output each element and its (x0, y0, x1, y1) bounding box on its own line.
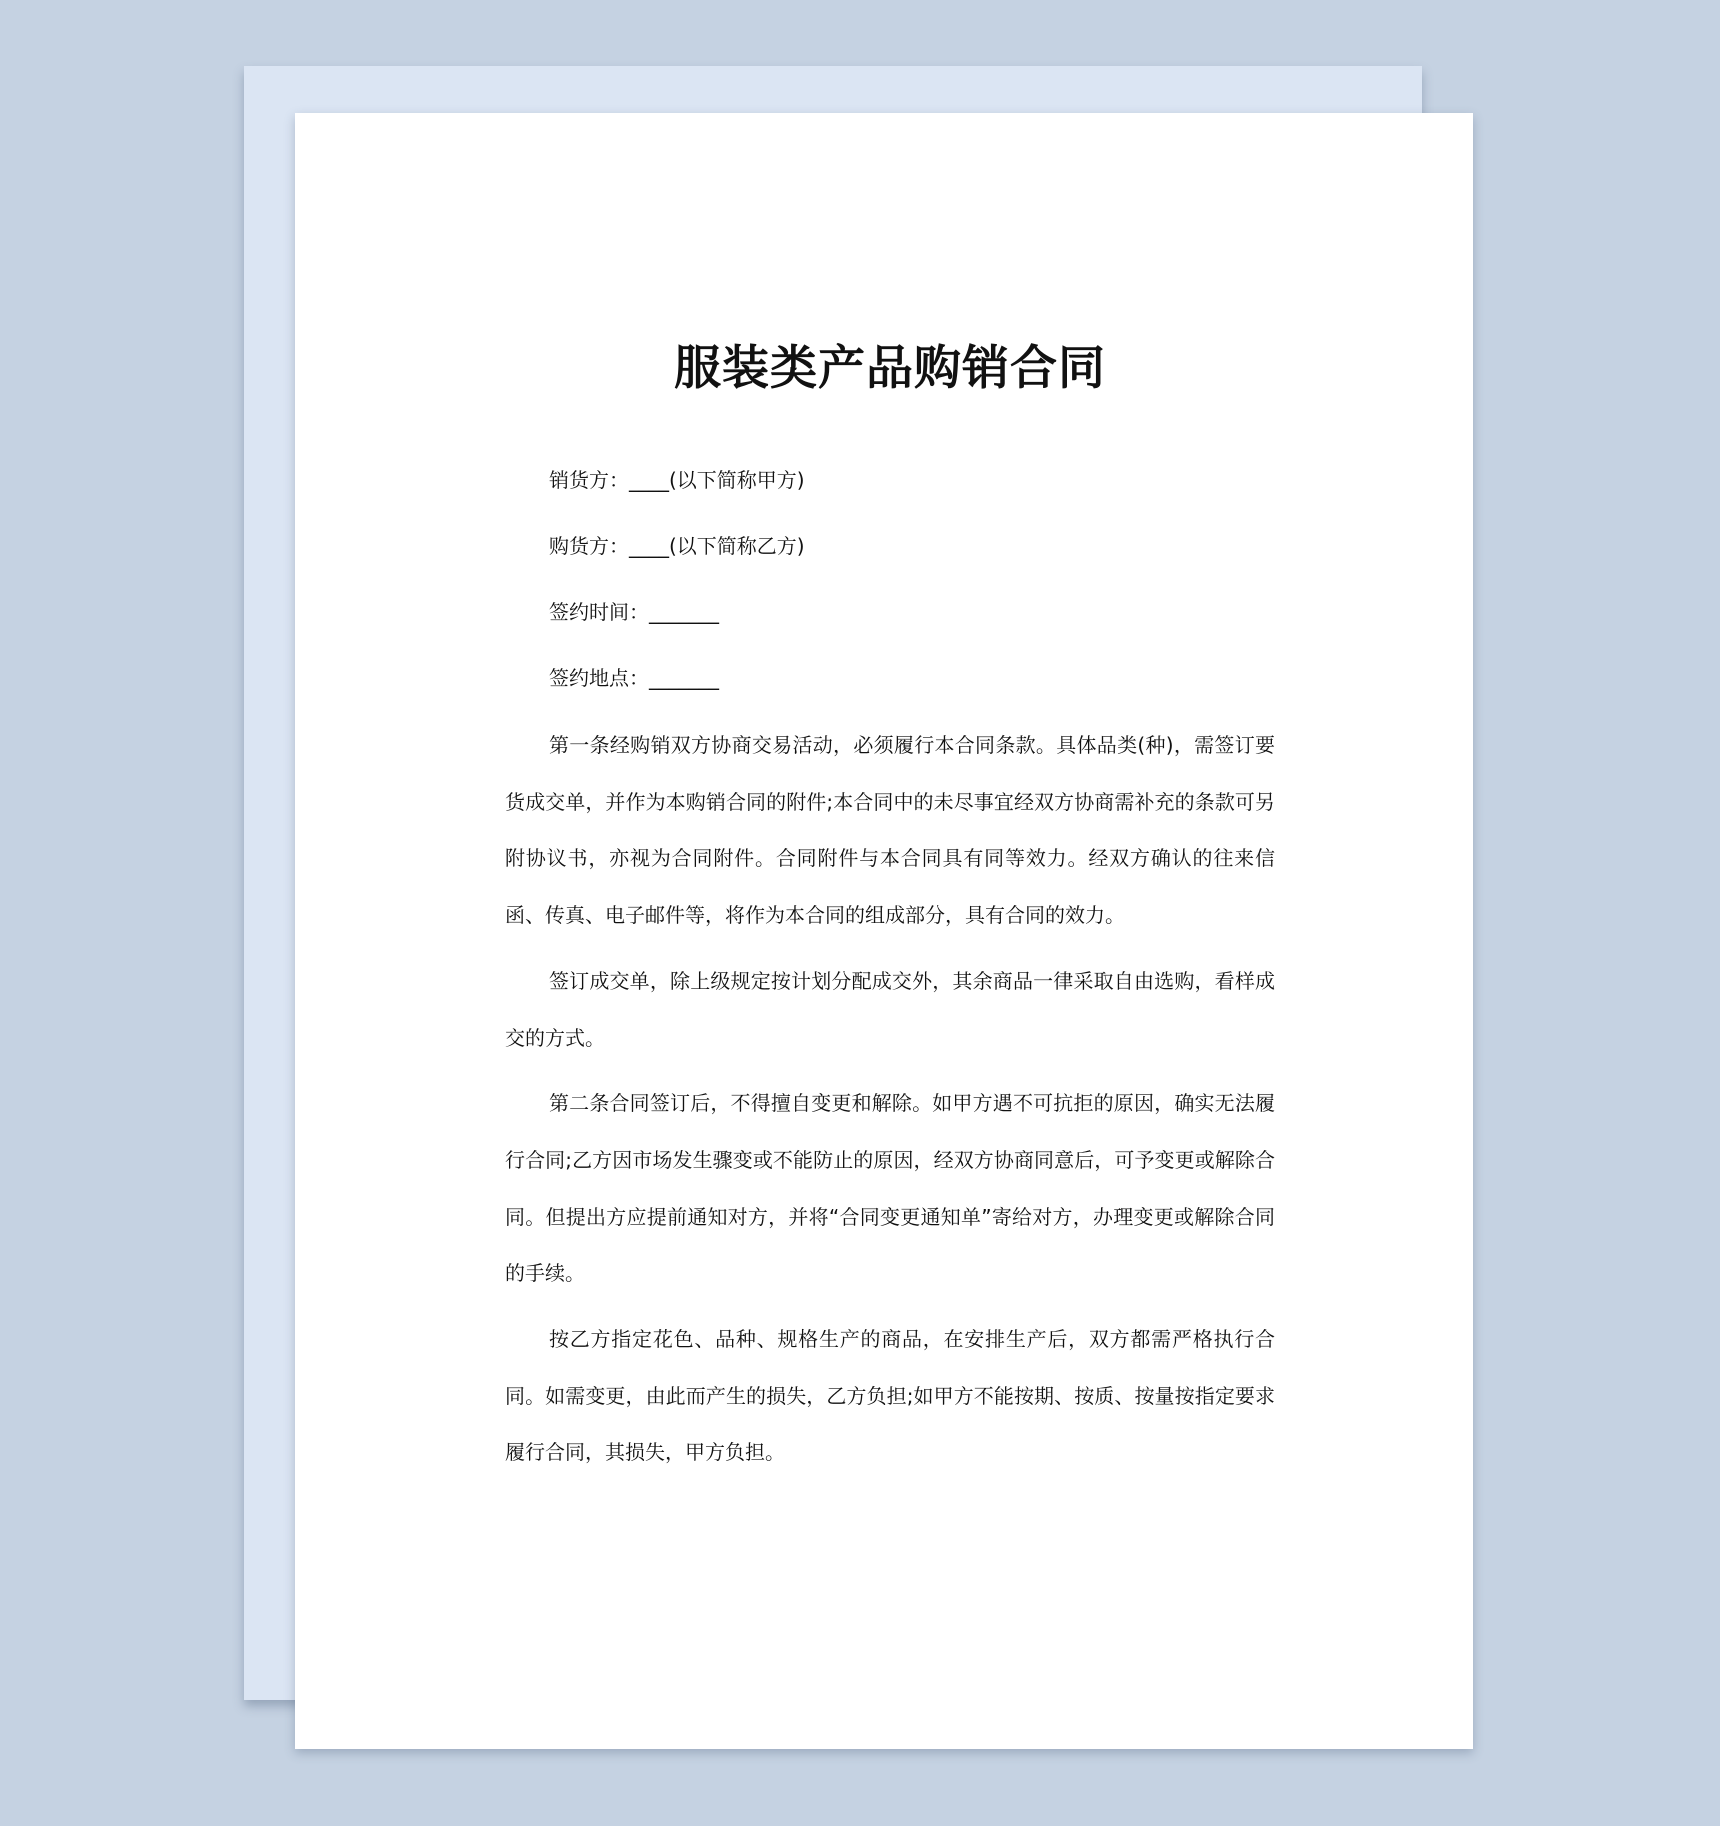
document-page (295, 113, 1473, 1749)
seller-line: 销货方：____(以下简称甲方) (549, 468, 805, 492)
document-title: 服装类产品购销合同 (674, 341, 1106, 396)
signing-place-line: 签约地点：_______ (549, 666, 719, 690)
document-body (505, 327, 1275, 1490)
article-1-paragraph: 第一条经购销双方协商交易活动，必须履行本合同条款。具体品类(种)，需签订要货成交单，并作为本购销合同的附件;本合同中的未尽事宜经双方协商需补充的条款可另附协议书，亦视为合同附件。合同附件与本合同具有同等效力。经双方确认的往来信函、传真、电子邮件等，将作为本合同的组成部分，具有合同的效力。 (505, 733, 1275, 928)
signing-time-line: 签约时间：_______ (549, 600, 719, 624)
order-method-paragraph: 签订成交单，除上级规定按计划分配成交外，其余商品一律采取自由选购，看样成交的方式。 (505, 968, 1275, 1050)
specified-production-paragraph: 按乙方指定花色、品种、规格生产的商品，在安排生产后，双方都需严格执行合同。如需变更，由此而产生的损失，乙方负担;如甲方不能按期、按质、按量按指定要求履行合同，其损失，甲方负担。 (505, 1327, 1275, 1465)
article-2-paragraph: 第二条合同签订后，不得擅自变更和解除。如甲方遇不可抗拒的原因，确实无法履行合同;乙方因市场发生骤变或不能防止的原因，经双方协商同意后，可予变更或解除合同。但提出方应提前通知对方，并将“合同变更通知单”寄给对方，办理变更或解除合同的手续。 (505, 1091, 1275, 1286)
buyer-line: 购货方：____(以下简称乙方) (549, 534, 805, 558)
